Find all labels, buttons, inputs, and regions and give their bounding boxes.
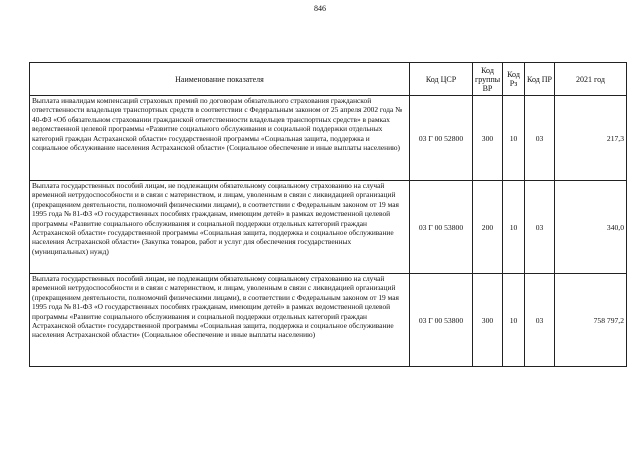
row-rz-code: 10 xyxy=(503,274,525,367)
row-vr-code: 300 xyxy=(473,274,503,367)
budget-table xyxy=(29,62,627,367)
header-year: 2021 год xyxy=(555,63,627,96)
row-description: Выплата инвалидам компенсаций страховых премий по договорам обязательного страхования гражданской ответственности владельцев транспортных средств в соответствии с Федеральным законом от 25 апреля 2002 года № 40-ФЗ «Об обязательном страховании гражданской ответственности владельцев транспортных средств» в рамках ведомственной целевой программы «Развитие социального обслуживания и социальной поддержки отдельных категорий граждан Астраханской области» государственной программы «Социальная защита, поддержка и социальное обслуживание населения Астраханской области» (Социальное обеспечение и иные выплаты населению) xyxy=(30,96,410,181)
header-indicator-name: Наименование показателя xyxy=(30,63,410,96)
row-csr-code: 03 Г 00 52800 xyxy=(410,96,473,181)
row-description: Выплата государственных пособий лицам, не подлежащим обязательному социальному страхованию на случай временной нетрудоспособности и в связи с материнством, и лицам, уволенным в связи с ликвидацией организаций (прекращением деятельности, полномочий физическими лицами), в соответствии с Федеральным законом от 19 мая 1995 года № 81-ФЗ «О государственных пособиях гражданам, имеющим детей» в рамках ведомственной целевой программы «Развитие социального обслуживания и социальной поддержки отдельных категорий граждан Астраханской области» государственной программы «Социальная защита, поддержка и социальное обслуживание населения Астраханской области» (Социальное обеспечение и иные выплаты населению) xyxy=(30,274,410,367)
header-pr-code: Код ПР xyxy=(525,63,555,96)
header-vr-code: Код группы ВР xyxy=(473,63,503,96)
row-pr-code: 03 xyxy=(525,96,555,181)
row-pr-code: 03 xyxy=(525,274,555,367)
table-header-row xyxy=(30,63,627,96)
row-amount: 340,0 xyxy=(555,181,627,274)
row-pr-code: 03 xyxy=(525,181,555,274)
row-amount: 758 797,2 xyxy=(555,274,627,367)
page-number: 846 xyxy=(314,4,326,13)
row-rz-code: 10 xyxy=(503,181,525,274)
row-vr-code: 200 xyxy=(473,181,503,274)
table-row xyxy=(30,274,627,367)
row-amount: 217,3 xyxy=(555,96,627,181)
row-vr-code: 300 xyxy=(473,96,503,181)
header-rz-code: Код Рз xyxy=(503,63,525,96)
row-csr-code: 03 Г 00 53800 xyxy=(410,274,473,367)
table-row xyxy=(30,181,627,274)
header-csr-code: Код ЦСР xyxy=(410,63,473,96)
row-description: Выплата государственных пособий лицам, не подлежащим обязательному социальному страхованию на случай временной нетрудоспособности и в связи с материнством, и лицам, уволенным в связи с ликвидацией организаций (прекращением деятельности, полномочий физическими лицами), в соответствии с Федеральным законом от 19 мая 1995 года № 81-ФЗ «О государственных пособиях гражданам, имеющим детей» в рамках ведомственной целевой программы «Развитие социального обслуживания и социальной поддержки отдельных категорий граждан Астраханской области» государственной программы «Социальная защита, поддержка и социальное обслуживание населения Астраханской области» (Закупка товаров, работ и услуг для обеспечения государственных (муниципальных) нужд) xyxy=(30,181,410,274)
row-rz-code: 10 xyxy=(503,96,525,181)
row-csr-code: 03 Г 00 53800 xyxy=(410,181,473,274)
table-row xyxy=(30,96,627,181)
